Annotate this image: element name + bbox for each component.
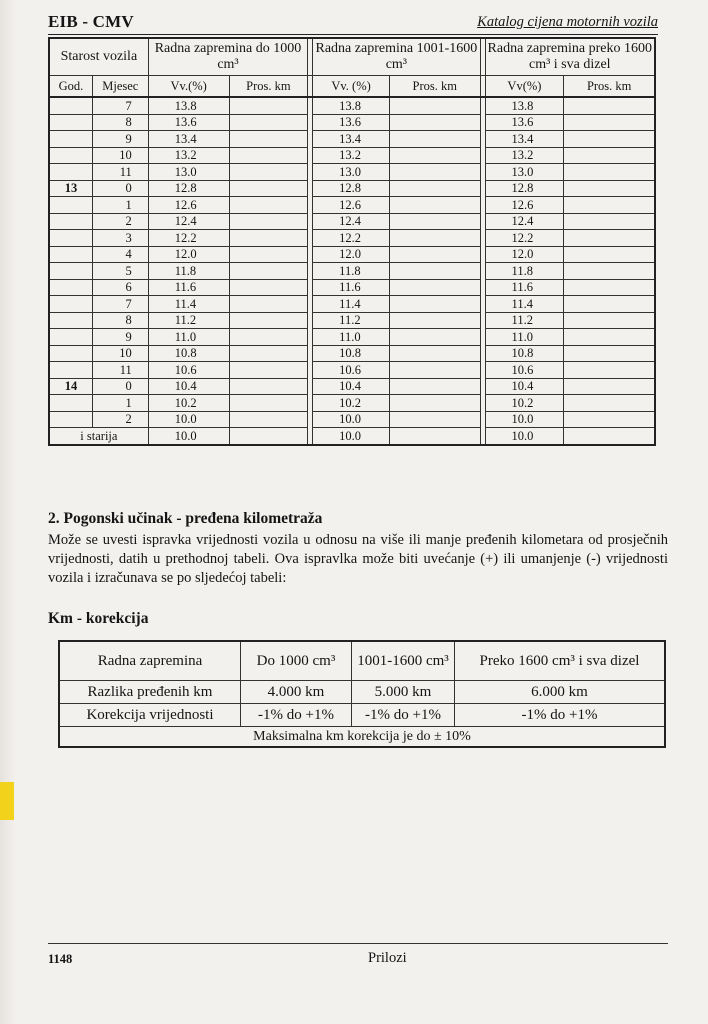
row-vv3: 13.4 — [485, 131, 564, 148]
row-mjesec: 1 — [92, 197, 148, 214]
row-vv2: 12.0 — [313, 246, 390, 263]
row-km3 — [564, 131, 655, 148]
row-vv1: 13.0 — [148, 164, 229, 181]
row-km1 — [229, 131, 308, 148]
row-km2 — [389, 180, 480, 197]
row-km3 — [564, 362, 655, 379]
table-row — [49, 213, 655, 230]
row-km1 — [229, 197, 308, 214]
row-mjesec: 0 — [92, 378, 148, 395]
col-age-header: Starost vozila — [49, 38, 148, 76]
km-row1-c3: 6.000 km — [455, 681, 666, 704]
km-head-c1: Do 1000 cm³ — [241, 641, 352, 681]
table-row — [49, 180, 655, 197]
row-km3 — [564, 329, 655, 346]
km-row2-c1: -1% do +1% — [241, 704, 352, 727]
row-god — [49, 411, 92, 428]
row-km1 — [229, 180, 308, 197]
section-paragraph: Može se uvesti ispravka vrijednosti vozila u odnosu na više ili manje pređenih kilometara od prosječnih vrijednosti, datih u prethodnoj tabeli. Ova ispravlka može biti uvećanje (+) ili umanjenje (-) vrijednosti vozila i izračunava se po sljedećoj tabeli: — [48, 532, 668, 586]
row-god — [49, 164, 92, 181]
row-km3 — [564, 164, 655, 181]
row-vv3: 13.8 — [485, 97, 564, 114]
table-row — [49, 329, 655, 346]
row-km3 — [564, 279, 655, 296]
row-km3 — [564, 246, 655, 263]
table-row — [49, 362, 655, 379]
row-km3 — [564, 197, 655, 214]
table-row — [49, 378, 655, 395]
row-vv2: 13.4 — [313, 131, 390, 148]
row-km3 — [564, 147, 655, 164]
row-km1 — [229, 263, 308, 280]
row-vv1: 10.6 — [148, 362, 229, 379]
row-km1 — [229, 147, 308, 164]
km-row2-c3: -1% do +1% — [455, 704, 666, 727]
row-km3 — [564, 395, 655, 412]
row-god — [49, 329, 92, 346]
row-km1 — [229, 362, 308, 379]
sub-vv3: Vv(%) — [485, 76, 564, 98]
row-vv2: 10.2 — [313, 395, 390, 412]
row-vv2: 10.6 — [313, 362, 390, 379]
row-vv3: 12.6 — [485, 197, 564, 214]
row-god — [49, 345, 92, 362]
row-km1 — [229, 395, 308, 412]
sub-vv1: Vv.(%) — [148, 76, 229, 98]
age-table-body — [49, 97, 655, 445]
row-mjesec: 8 — [92, 312, 148, 329]
row-km3 — [564, 378, 655, 395]
footer-rule — [48, 943, 668, 944]
section-title: 2. Pogonski učinak - pređena kilometraža — [48, 510, 323, 527]
table-row — [49, 312, 655, 329]
row-vv3: 13.0 — [485, 164, 564, 181]
row-km2 — [389, 329, 480, 346]
row-km1 — [229, 164, 308, 181]
row-km3 — [564, 213, 655, 230]
row-vv1: 13.4 — [148, 131, 229, 148]
row-mjesec: 10 — [92, 147, 148, 164]
sub-god: God. — [49, 76, 92, 98]
sub-mjesec: Mjesec — [92, 76, 148, 98]
row-km2 — [389, 395, 480, 412]
row-vv2: 13.8 — [313, 97, 390, 114]
row-vv2: 12.2 — [313, 230, 390, 247]
sub-vv2: Vv. (%) — [313, 76, 390, 98]
row-km1 — [229, 428, 308, 445]
row-km2 — [389, 296, 480, 313]
row-vv1: 11.0 — [148, 329, 229, 346]
row-vv3: 10.0 — [485, 411, 564, 428]
header-right: Katalog cijena motornih vozila — [477, 14, 658, 30]
footer-title: Prilozi — [368, 950, 407, 966]
row-vv3: 10.6 — [485, 362, 564, 379]
row-vv3: 11.0 — [485, 329, 564, 346]
table-row — [49, 230, 655, 247]
row-vv3: 11.4 — [485, 296, 564, 313]
row-vv1: 12.0 — [148, 246, 229, 263]
row-vv3: 12.0 — [485, 246, 564, 263]
row-mjesec: 6 — [92, 279, 148, 296]
row-vv2: 12.4 — [313, 213, 390, 230]
km-row1-c1: 4.000 km — [241, 681, 352, 704]
row-vv3: 13.2 — [485, 147, 564, 164]
page-edge — [0, 0, 16, 1024]
row-god — [49, 213, 92, 230]
row-km2 — [389, 411, 480, 428]
row-km2 — [389, 428, 480, 445]
table-row — [49, 428, 655, 445]
row-km2 — [389, 131, 480, 148]
row-km2 — [389, 97, 480, 114]
row-km3 — [564, 312, 655, 329]
page-number: 1148 — [48, 952, 73, 966]
row-god — [49, 97, 92, 114]
row-vv1: 12.2 — [148, 230, 229, 247]
row-km3 — [564, 230, 655, 247]
row-km2 — [389, 279, 480, 296]
table-row — [49, 411, 655, 428]
row-km2 — [389, 312, 480, 329]
row-km2 — [389, 114, 480, 131]
row-km1 — [229, 279, 308, 296]
row-km2 — [389, 263, 480, 280]
row-km1 — [229, 411, 308, 428]
table-row — [49, 197, 655, 214]
row-km1 — [229, 230, 308, 247]
km-head-label: Radna zapremina — [59, 641, 241, 681]
row-vv3: 11.8 — [485, 263, 564, 280]
km-row1-label: Razlika pređenih km — [59, 681, 241, 704]
row-god — [49, 246, 92, 263]
row-km1 — [229, 345, 308, 362]
row-vv3: 11.2 — [485, 312, 564, 329]
row-god — [49, 279, 92, 296]
row-god — [49, 362, 92, 379]
table-row — [49, 97, 655, 114]
row-vv3: 11.6 — [485, 279, 564, 296]
row-vv1: 12.4 — [148, 213, 229, 230]
row-km3 — [564, 411, 655, 428]
km-row2-c2: -1% do +1% — [352, 704, 455, 727]
table-row — [49, 246, 655, 263]
row-vv3: 10.2 — [485, 395, 564, 412]
table-row — [49, 164, 655, 181]
row-vv1: 11.2 — [148, 312, 229, 329]
row-vv2: 12.6 — [313, 197, 390, 214]
row-km3 — [564, 263, 655, 280]
row-vv1: 10.4 — [148, 378, 229, 395]
row-km2 — [389, 147, 480, 164]
row-vv3: 10.8 — [485, 345, 564, 362]
row-mjesec: 9 — [92, 329, 148, 346]
row-mjesec: 4 — [92, 246, 148, 263]
row-god — [49, 312, 92, 329]
row-mjesec: 2 — [92, 213, 148, 230]
km-correction-table — [58, 640, 666, 748]
row-km3 — [564, 97, 655, 114]
row-vv3: 12.4 — [485, 213, 564, 230]
row-god — [49, 131, 92, 148]
row-km1 — [229, 97, 308, 114]
row-vv2: 11.0 — [313, 329, 390, 346]
row-god — [49, 230, 92, 247]
yellow-page-tab — [0, 782, 14, 820]
row-vv2: 11.4 — [313, 296, 390, 313]
row-vv3: 13.6 — [485, 114, 564, 131]
row-km3 — [564, 345, 655, 362]
row-km1 — [229, 312, 308, 329]
row-vv3: 12.8 — [485, 180, 564, 197]
row-km1 — [229, 296, 308, 313]
table-row — [49, 296, 655, 313]
row-vv1: 11.4 — [148, 296, 229, 313]
row-god: i starija — [49, 428, 148, 445]
table-row — [49, 147, 655, 164]
row-km2 — [389, 378, 480, 395]
row-vv2: 11.6 — [313, 279, 390, 296]
row-vv2: 13.0 — [313, 164, 390, 181]
row-god — [49, 395, 92, 412]
km-head-c2: 1001-1600 cm³ — [352, 641, 455, 681]
km-head-c3: Preko 1600 cm³ i sva dizel — [455, 641, 666, 681]
table-row — [49, 263, 655, 280]
row-km3 — [564, 296, 655, 313]
row-god — [49, 114, 92, 131]
row-vv1: 10.0 — [148, 428, 229, 445]
row-vv2: 10.0 — [313, 428, 390, 445]
row-vv3: 12.2 — [485, 230, 564, 247]
row-vv1: 12.6 — [148, 197, 229, 214]
row-mjesec: 7 — [92, 296, 148, 313]
page-header — [48, 10, 658, 35]
row-vv1: 13.2 — [148, 147, 229, 164]
table-row — [49, 131, 655, 148]
row-vv2: 10.4 — [313, 378, 390, 395]
group1-header: Radna zapremina do 1000 cm³ — [148, 38, 307, 76]
row-god — [49, 197, 92, 214]
row-mjesec: 1 — [92, 395, 148, 412]
row-god: 14 — [49, 378, 92, 395]
row-vv1: 10.8 — [148, 345, 229, 362]
row-vv2: 10.8 — [313, 345, 390, 362]
sub-km1: Pros. km — [229, 76, 308, 98]
row-vv1: 13.6 — [148, 114, 229, 131]
km-correction-title: Km - korekcija — [48, 610, 149, 627]
row-vv3: 10.4 — [485, 378, 564, 395]
row-vv2: 13.2 — [313, 147, 390, 164]
row-vv2: 13.6 — [313, 114, 390, 131]
row-km1 — [229, 114, 308, 131]
row-km2 — [389, 213, 480, 230]
row-km3 — [564, 180, 655, 197]
row-god — [49, 147, 92, 164]
row-mjesec: 5 — [92, 263, 148, 280]
sub-km2: Pros. km — [389, 76, 480, 98]
row-km3 — [564, 428, 655, 445]
row-vv1: 11.6 — [148, 279, 229, 296]
group2-header: Radna zapremina 1001-1600 cm³ — [313, 38, 480, 76]
row-vv2: 11.2 — [313, 312, 390, 329]
row-mjesec: 8 — [92, 114, 148, 131]
row-vv1: 10.2 — [148, 395, 229, 412]
row-mjesec: 11 — [92, 164, 148, 181]
row-god — [49, 296, 92, 313]
age-value-table — [48, 37, 656, 446]
row-mjesec: 3 — [92, 230, 148, 247]
group3-header: Radna zapremina preko 1600 cm³ i sva dizel — [485, 38, 655, 76]
row-vv2: 11.8 — [313, 263, 390, 280]
row-km2 — [389, 345, 480, 362]
row-mjesec: 0 — [92, 180, 148, 197]
km-row1-c2: 5.000 km — [352, 681, 455, 704]
table-row — [49, 395, 655, 412]
km-row2-label: Korekcija vrijednosti — [59, 704, 241, 727]
sub-km3: Pros. km — [564, 76, 655, 98]
row-km3 — [564, 114, 655, 131]
row-km1 — [229, 213, 308, 230]
row-mjesec: 2 — [92, 411, 148, 428]
row-mjesec: 10 — [92, 345, 148, 362]
table-row — [49, 114, 655, 131]
row-god: 13 — [49, 180, 92, 197]
row-km1 — [229, 329, 308, 346]
table-row — [49, 279, 655, 296]
table-row — [49, 345, 655, 362]
km-note: Maksimalna km korekcija je do ± 10% — [59, 727, 665, 748]
row-km2 — [389, 197, 480, 214]
row-vv1: 10.0 — [148, 411, 229, 428]
header-left: EIB - CMV — [48, 12, 134, 31]
row-vv3: 10.0 — [485, 428, 564, 445]
row-mjesec: 11 — [92, 362, 148, 379]
row-mjesec: 7 — [92, 97, 148, 114]
row-vv2: 10.0 — [313, 411, 390, 428]
row-vv2: 12.8 — [313, 180, 390, 197]
row-km2 — [389, 230, 480, 247]
row-km1 — [229, 246, 308, 263]
row-vv1: 13.8 — [148, 97, 229, 114]
row-km1 — [229, 378, 308, 395]
row-vv1: 12.8 — [148, 180, 229, 197]
row-km2 — [389, 164, 480, 181]
row-km2 — [389, 362, 480, 379]
row-vv1: 11.8 — [148, 263, 229, 280]
row-god — [49, 263, 92, 280]
row-km2 — [389, 246, 480, 263]
row-mjesec: 9 — [92, 131, 148, 148]
